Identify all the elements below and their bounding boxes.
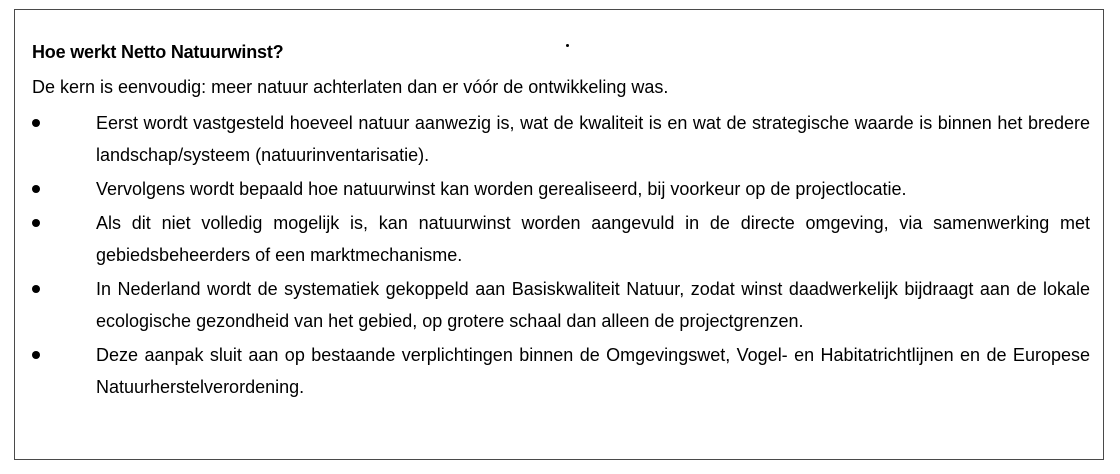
bullet-icon <box>32 285 40 293</box>
list-item <box>32 173 1090 205</box>
bullet-icon <box>32 119 40 127</box>
list-item-text: In Nederland wordt de systematiek gekoppeld aan Basiskwaliteit Natuur, zodat winst daadwerkelijk bijdraagt aan de lokale ecologische gezondheid van het gebied, op grotere schaal dan alleen de projectgrenzen. <box>96 279 1090 331</box>
list-item <box>32 207 1090 271</box>
bullet-icon <box>32 185 40 193</box>
list-item <box>32 273 1090 337</box>
list-item <box>32 107 1090 171</box>
list-item-text: Eerst wordt vastgesteld hoeveel natuur aanwezig is, wat de kwaliteit is en wat de strategische waarde is binnen het bredere landschap/systeem (natuurinventarisatie). <box>96 113 1090 165</box>
intro-text: De kern is eenvoudig: meer natuur achterlaten dan er vóór de ontwikkeling was. <box>32 77 669 97</box>
stray-dot <box>566 44 569 47</box>
list-item-text: Als dit niet volledig mogelijk is, kan natuurwinst worden aangevuld in de directe omgeving, via samenwerking met gebiedsbeheerders of een marktmechanisme. <box>96 213 1090 265</box>
bullet-icon <box>32 219 40 227</box>
list-item-text: Deze aanpak sluit aan op bestaande verplichtingen binnen de Omgevingswet, Vogel- en Habitatrichtlijnen en de Europese Natuurherstelverordening. <box>96 345 1090 397</box>
section-title: Hoe werkt Netto Natuurwinst? <box>32 42 284 62</box>
list-item <box>32 339 1090 403</box>
bullet-icon <box>32 351 40 359</box>
bullet-list <box>32 107 1090 405</box>
list-item-text: Vervolgens wordt bepaald hoe natuurwinst kan worden gerealiseerd, bij voorkeur op de projectlocatie. <box>96 179 907 199</box>
